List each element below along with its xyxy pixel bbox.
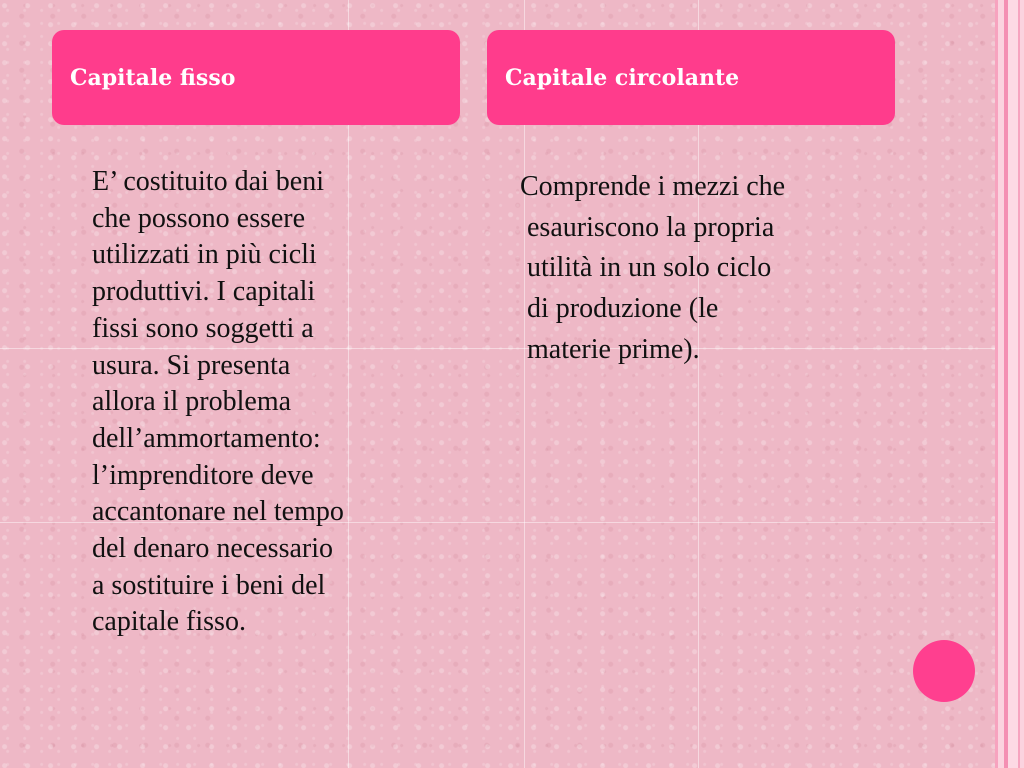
header-capitale-circolante xyxy=(487,30,895,125)
header-capitale-fisso xyxy=(52,30,460,125)
header-label: Capitale fisso xyxy=(70,65,236,91)
decorative-circle xyxy=(913,640,975,702)
capitale-fisso-description: E’ costituito dai beni che possono essere utilizzati in più cicli produttivi. I capitali fissi sono soggetti a usura. Si presenta allora il problema dell’ammortamento: l’imprenditore deve accantonare nel tempo del denaro necessario a sostituire i beni del capitale fisso. xyxy=(92,166,344,638)
header-label: Capitale circolante xyxy=(505,65,740,91)
capitale-circolante-description: Comprende i mezzi che esauriscono la propria utilità in un solo ciclo di produzione (le materie prime). xyxy=(520,171,786,365)
decorative-stripes xyxy=(986,0,1024,768)
